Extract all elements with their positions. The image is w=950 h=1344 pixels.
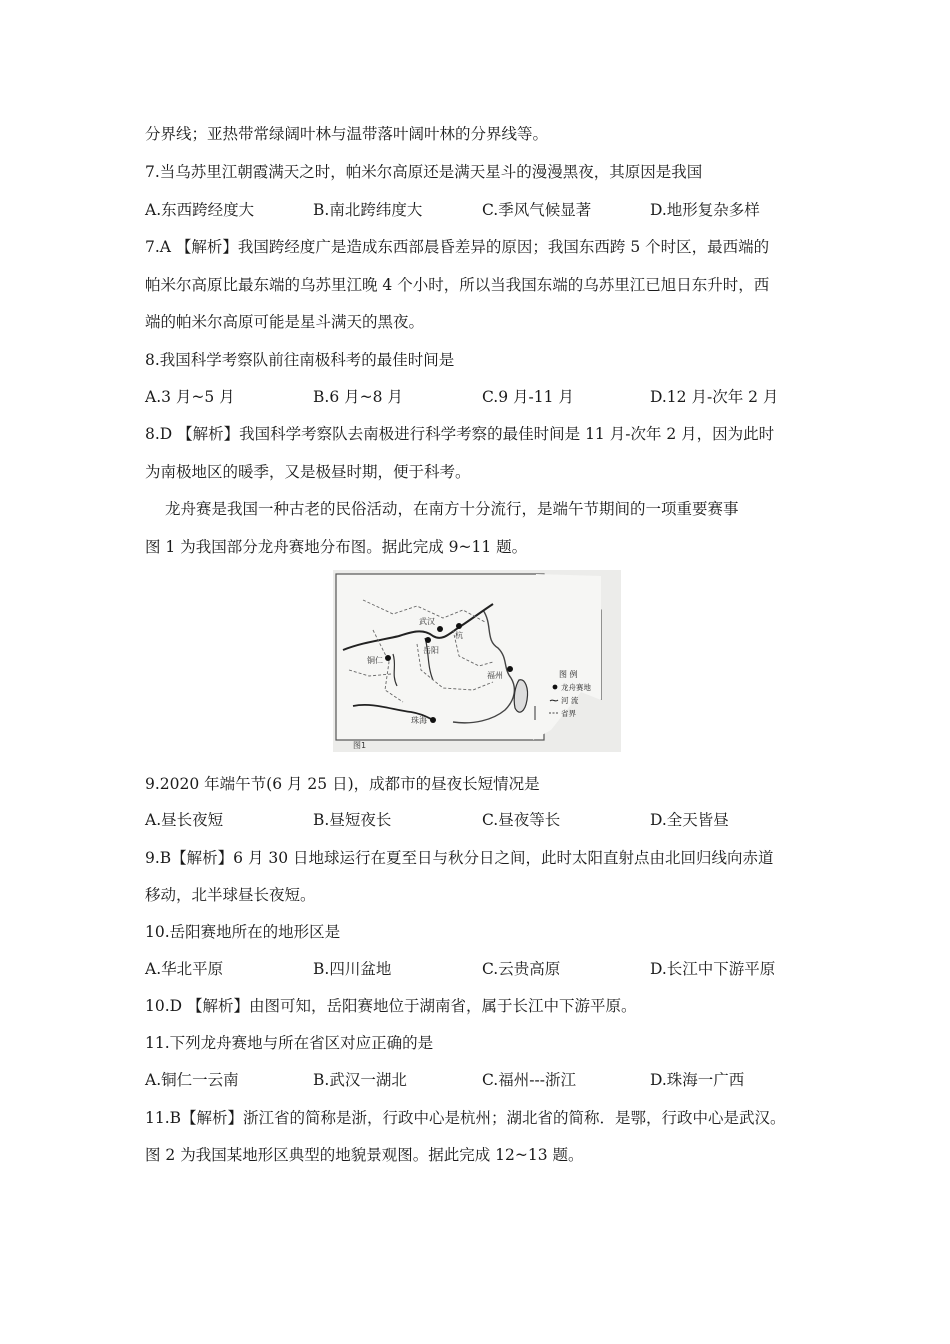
answer-9-line: 移动，北半球昼长夜短。	[145, 886, 316, 904]
question-11: 11.下列龙舟赛地与所在省区对应正确的是	[145, 1034, 434, 1052]
option: A.东西跨经度大	[145, 201, 255, 219]
question-8: 8.我国科学考察队前往南极科考的最佳时间是	[145, 351, 455, 369]
option: B.武汉一湖北	[313, 1071, 407, 1089]
answer-9-line: 9.B【解析】6 月 30 日地球运行在夏至日与秋分日之间，此时太阳直射点由北回归线向赤道	[145, 849, 774, 867]
svg-text:福州: 福州	[487, 671, 503, 680]
option: A.昼长夜短	[145, 811, 224, 829]
option: C.9 月-11 月	[482, 388, 574, 406]
svg-text:河 流: 河 流	[561, 696, 579, 705]
figure-2-intro: 图 2 为我国某地形区典型的地貌景观图。据此完成 12~13 题。	[145, 1146, 584, 1164]
option: D.地形复杂多样	[650, 201, 760, 219]
option: B.6 月~8 月	[313, 388, 403, 406]
answer-8-line: 8.D 【解析】我国科学考察队去南极进行科学考察的最佳时间是 11 月-次年 2 月，因为此时	[145, 425, 775, 443]
option: D.长江中下游平原	[650, 960, 776, 978]
option: D.珠海一广西	[650, 1071, 745, 1089]
svg-text:珠海: 珠海	[411, 716, 427, 725]
svg-text:武汉: 武汉	[419, 617, 435, 626]
answer-10: 10.D 【解析】由图可知，岳阳赛地位于湖南省，属于长江中下游平原。	[145, 997, 637, 1015]
svg-text:省界: 省界	[561, 709, 576, 718]
option: C.季风气候显著	[482, 201, 592, 219]
answer-7-line: 端的帕米尔高原可能是星斗满天的黑夜。	[145, 313, 425, 331]
answer-11: 11.B【解析】浙江省的简称是浙，行政中心是杭州；湖北省的简称．是鄂，行政中心是武汉。	[145, 1109, 786, 1127]
dragon-boat-map-figure	[333, 570, 621, 752]
option: A.3 月~5 月	[145, 388, 235, 406]
option: C.昼夜等长	[482, 811, 561, 829]
svg-text:岳阳: 岳阳	[423, 646, 439, 655]
answer-7-line: 7.A 【解析】我国跨经度广是造成东西部晨昏差异的原因；我国东西跨 5 个时区，最西端的	[145, 238, 770, 256]
svg-text:杭: 杭	[455, 631, 463, 640]
svg-text:图1: 图1	[353, 741, 367, 750]
option: C.福州---浙江	[482, 1071, 576, 1089]
option: A.铜仁一云南	[145, 1071, 239, 1089]
option: D.全天皆昼	[650, 811, 729, 829]
svg-text:图 例: 图 例	[559, 670, 578, 679]
answer-7-line: 帕米尔高原比最东端的乌苏里江晚 4 个小时，所以当我国东端的乌苏里江已旭日东升时，西	[145, 276, 770, 294]
option: B.四川盆地	[313, 960, 392, 978]
text-line: 分界线；亚热带常绿阔叶林与温带落叶阔叶林的分界线等。	[145, 125, 549, 143]
intro-line: 图 1 为我国部分龙舟赛地分布图。据此完成 9~11 题。	[145, 538, 528, 556]
question-10: 10.岳阳赛地所在的地形区是	[145, 923, 341, 941]
option: D.12 月-次年 2 月	[650, 388, 779, 406]
question-7: 7.当乌苏里江朝霞满天之时，帕米尔高原还是满天星斗的漫漫黑夜，其原因是我国	[145, 163, 703, 181]
svg-text:龙舟赛地: 龙舟赛地	[561, 683, 591, 692]
option: C.云贵高原	[482, 960, 561, 978]
svg-text:铜仁: 铜仁	[367, 656, 383, 665]
option: B.昼短夜长	[313, 811, 392, 829]
option: A.华北平原	[145, 960, 224, 978]
option: B.南北跨纬度大	[313, 201, 423, 219]
answer-8-line: 为南极地区的暖季，又是极昼时期，便于科考。	[145, 463, 471, 481]
question-9: 9.2020 年端午节(6 月 25 日)，成都市的昼夜长短情况是	[145, 775, 540, 793]
intro-line: 龙舟赛是我国一种古老的民俗活动，在南方十分流行，是端午节期间的一项重要赛事	[165, 500, 739, 518]
